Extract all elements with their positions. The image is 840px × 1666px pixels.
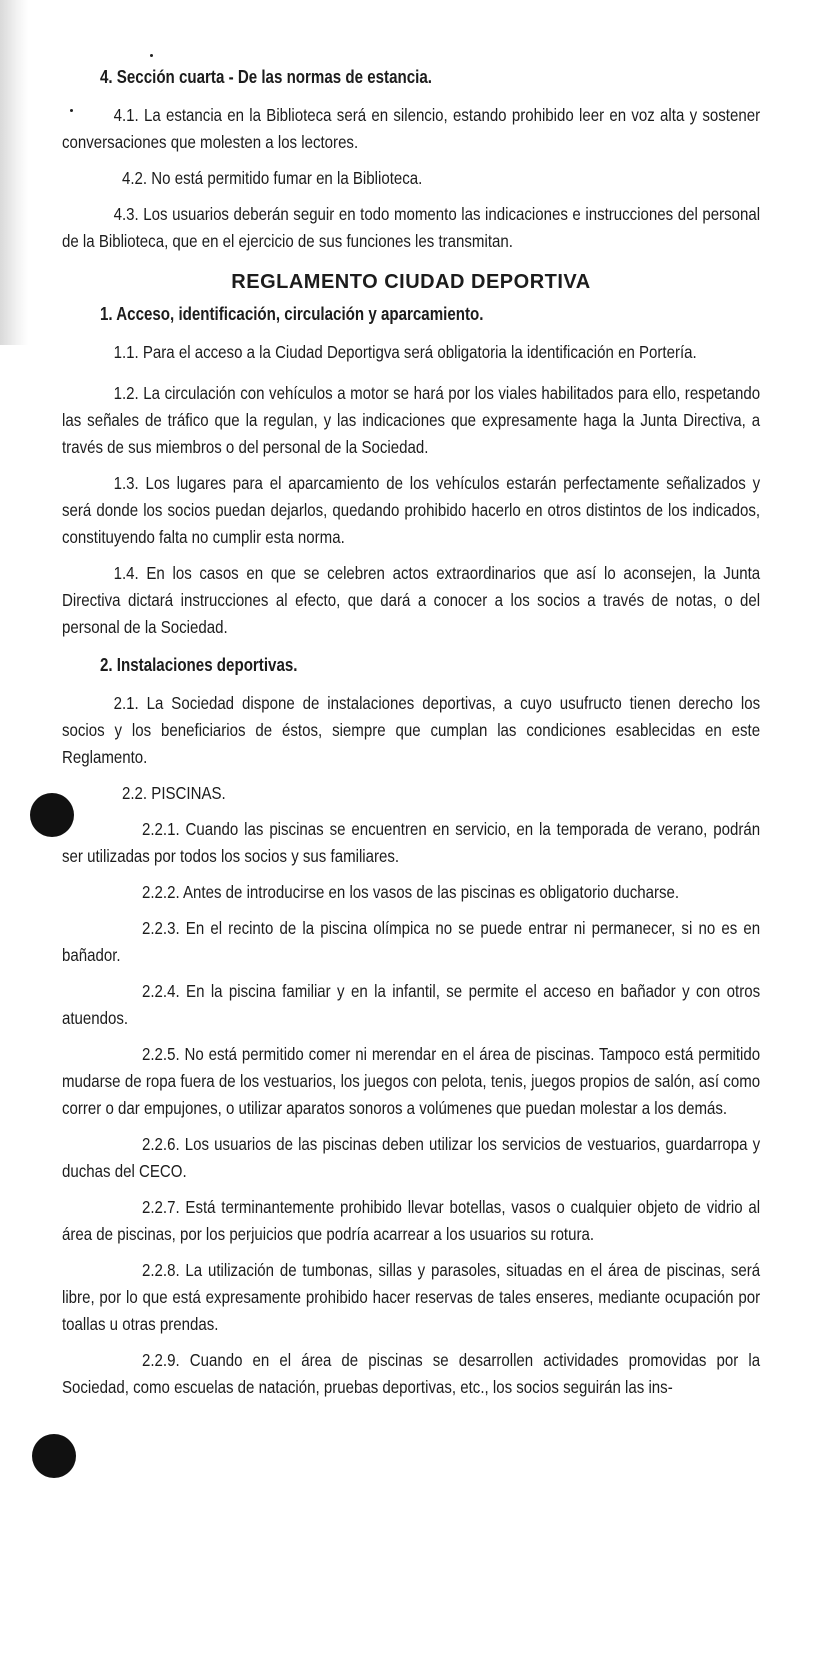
- paragraph-1-3: 1.3. Los lugares para el aparcamiento de los vehículos estarán perfectamente señalizados y será donde los socios puedan dejarlos, quedando prohibido hacerlo en otros distintos de los indicados, constituyendo falta no cumplir esta norma.: [62, 473, 761, 547]
- paragraph-1-1: 1.1. Para el acceso a la Ciudad Deportigva será obligatoria la identificación en Portería.: [113, 342, 697, 362]
- paragraph-1-4: 1.4. En los casos en que se celebren actos extraordinarios que así lo aconsejen, la Junta Directiva dictará instrucciones al efecto, que dará a conocer a los socios a través de notas, o del personal de la Sociedad.: [62, 563, 761, 637]
- paragraph-2-2-7: 2.2.7. Está terminantemente prohibido llevar botellas, vasos o cualquier objeto de vidrio al área de piscinas, por los perjuicios que podría acarrear a los usuarios su rotura.: [62, 1197, 761, 1244]
- punch-hole-lower: [32, 1434, 76, 1478]
- paragraph-1-2: 1.2. La circulación con vehículos a motor se hará por los viales habilitados para ello, respetando las señales de tráfico que la regulan, y las indicaciones que expresamente haga la Junta Directiva, a través de sus miembros o del personal de la Sociedad.: [62, 383, 761, 457]
- paragraph-2-2-9: 2.2.9. Cuando en el área de piscinas se desarrollen actividades promovidas por la Sociedad, como escuelas de natación, pruebas deportivas, etc., los socios seguirán las ins-: [62, 1350, 761, 1397]
- paragraph-4-1: 4.1. La estancia en la Biblioteca será en silencio, estando prohibido leer en voz alta y sostener conversaciones que molesten a los lectores.: [62, 105, 761, 152]
- paragraph-2-2-3: 2.2.3. En el recinto de la piscina olímpica no se puede entrar ni permanecer, si no es en bañador.: [62, 918, 761, 965]
- scan-shadow: [0, 0, 28, 345]
- paragraph-2-1: 2.1. La Sociedad dispone de instalaciones deportivas, a cuyo usufructo tienen derecho los socios y los beneficiarios de éstos, siempre que cumplan las condiciones esablecidas en este Reglamento.: [62, 693, 761, 767]
- paragraph-2-2-6: 2.2.6. Los usuarios de las piscinas deben utilizar los servicios de vestuarios, guardarropa y duchas del CECO.: [62, 1134, 761, 1181]
- section4-title: 4. Sección cuarta - De las normas de estancia.: [100, 67, 432, 87]
- paragraph-4-3: 4.3. Los usuarios deberán seguir en todo momento las indicaciones e instrucciones del personal de la Biblioteca, que en el ejercicio de sus funciones les transmitan.: [62, 204, 761, 251]
- paragraph-2-2-heading: 2.2. PISCINAS.: [122, 783, 226, 803]
- paragraph-2-2-1: 2.2.1. Cuando las piscinas se encuentren en servicio, en la temporada de verano, podrán ser utilizadas por todos los socios y sus familiares.: [62, 819, 761, 866]
- paragraph-4-2: 4.2. No está permitido fumar en la Biblioteca.: [122, 168, 423, 188]
- scan-speck: [150, 54, 153, 57]
- paragraph-2-2-8: 2.2.8. La utilización de tumbonas, sillas y parasoles, situadas en el área de piscinas, será libre, por lo que está expresamente prohibido hacer reservas de tales enseres, mediante ocupación por toallas u otras prendas.: [62, 1260, 761, 1334]
- document-page: [62, 60, 760, 1401]
- paragraph-2-2-5: 2.2.5. No está permitido comer ni merendar en el área de piscinas. Tampoco está permitido mudarse de ropa fuera de los vestuarios, los juegos con pelota, tenis, juegos propios de salón, así como correr o dar empujones, o utilizar aparatos sonoros a volúmenes que puedan molestar a los demás.: [62, 1044, 761, 1118]
- section1-title: 1. Acceso, identificación, circulación y aparcamiento.: [100, 304, 484, 324]
- paragraph-2-2-2: 2.2.2. Antes de introducirse en los vasos de las piscinas es obligatorio ducharse.: [141, 882, 680, 902]
- paragraph-2-2-4: 2.2.4. En la piscina familiar y en la infantil, se permite el acceso en bañador y con otros atuendos.: [62, 981, 761, 1028]
- section2-title: 2. Instalaciones deportivas.: [100, 655, 298, 675]
- reglamento-title: REGLAMENTO CIUDAD DEPORTIVA: [231, 271, 591, 293]
